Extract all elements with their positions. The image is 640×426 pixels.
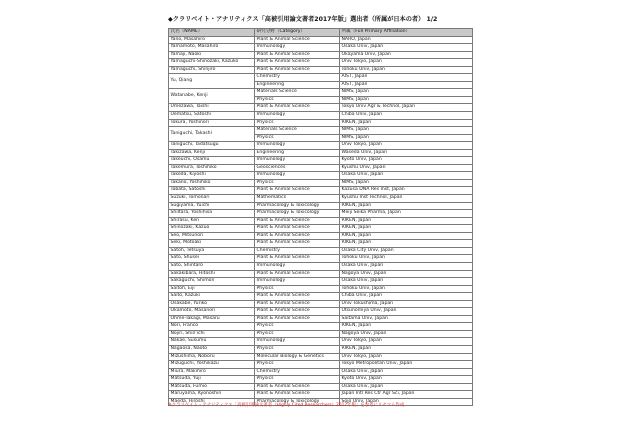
- cell-category: Plant & Animal Science: [255, 308, 340, 316]
- cell-affiliation: Osaka Univ, Japan: [340, 278, 473, 286]
- table-row: [169, 142, 473, 150]
- cell-name: Osakabe, Yuriko: [169, 300, 255, 308]
- cell-affiliation: Kazusa DNA Res Inst, Japan: [340, 187, 473, 195]
- cell-affiliation: Kyushu Inst Technol, Japan: [340, 195, 473, 203]
- cell-category: Chemistry: [255, 74, 340, 82]
- cell-affiliation: Univ Tokyo, Japan: [340, 353, 473, 361]
- cell-name: Takeda, Kiyoshi: [169, 172, 255, 180]
- table-row: [169, 195, 473, 203]
- table-body: [169, 36, 473, 406]
- cell-category: Physics: [255, 323, 340, 331]
- table-row: [169, 112, 473, 120]
- cell-category: Plant & Animal Science: [255, 59, 340, 67]
- table-row: [169, 164, 473, 172]
- header-category: 研究分野（Category）: [255, 29, 340, 37]
- cell-category: Immunology: [255, 142, 340, 150]
- cell-category: Plant & Animal Science: [255, 225, 340, 233]
- table-row: [169, 300, 473, 308]
- cell-name: Watanabe, Kenji: [169, 89, 255, 104]
- table-row: [169, 44, 473, 52]
- cell-category: Plant & Animal Science: [255, 104, 340, 112]
- cell-affiliation: RIKEN, Japan: [340, 202, 473, 210]
- cell-affiliation: NIMS, Japan: [340, 127, 473, 135]
- cell-category: Physics: [255, 285, 340, 293]
- cell-affiliation: NIMS, Japan: [340, 96, 473, 104]
- cell-affiliation: RIKEN, Japan: [340, 119, 473, 127]
- cell-affiliation: NARO, Japan: [340, 36, 473, 44]
- cell-affiliation: RIKEN, Japan: [340, 232, 473, 240]
- cell-name: Takeuchi, Osamu: [169, 157, 255, 165]
- cell-name: Takano, Yoshihiko: [169, 179, 255, 187]
- table-row: [169, 293, 473, 301]
- table-row: [169, 149, 473, 157]
- table-row: [169, 104, 473, 112]
- table-row: [169, 119, 473, 127]
- cell-category: Plant & Animal Science: [255, 255, 340, 263]
- cell-affiliation: Kyoto Univ, Japan: [340, 157, 473, 165]
- cell-name: Maruyama, Kyonoshin: [169, 391, 255, 399]
- cell-name: Yano, Masahiro: [169, 36, 255, 44]
- cell-affiliation: Waseda Univ, Japan: [340, 149, 473, 157]
- table-row: [169, 308, 473, 316]
- table-row: [169, 59, 473, 67]
- cell-name: Taniguchi, Tadatsugu: [169, 142, 255, 150]
- table-row: [169, 345, 473, 353]
- cell-category: Physics: [255, 119, 340, 127]
- cell-category: Physics: [255, 96, 340, 104]
- cell-affiliation: RIKEN, Japan: [340, 323, 473, 331]
- table-row: [169, 66, 473, 74]
- document-title: ◆クラリベイト・アナリティクス「高被引用論文著者2017年版」選出者（所属が日本の者） 1/2: [168, 16, 438, 23]
- cell-name: Matsuda, Fumio: [169, 383, 255, 391]
- cell-category: Mathematics: [255, 195, 340, 203]
- table-row: [169, 255, 473, 263]
- cell-affiliation: Tohoku Univ, Japan: [340, 285, 473, 293]
- cell-affiliation: Kyushu Univ, Japan: [340, 164, 473, 172]
- cell-name: Seki, Motoaki: [169, 240, 255, 248]
- cell-category: Engineering: [255, 81, 340, 89]
- table-row: [169, 172, 473, 180]
- table-row: [169, 232, 473, 240]
- cell-name: Yamaguchi, Shinjiro: [169, 66, 255, 74]
- table-row: [169, 179, 473, 187]
- cell-category: Immunology: [255, 262, 340, 270]
- researcher-table: [168, 28, 473, 406]
- cell-affiliation: Univ Tokyo, Japan: [340, 59, 473, 67]
- cell-category: Plant & Animal Science: [255, 232, 340, 240]
- cell-name: Ohme-Takagi, Masaru: [169, 315, 255, 323]
- table-row: [169, 270, 473, 278]
- cell-affiliation: RIKEN, Japan: [340, 345, 473, 353]
- cell-affiliation: Nagoya Univ, Japan: [340, 330, 473, 338]
- table-row: [169, 262, 473, 270]
- cell-category: Immunology: [255, 44, 340, 52]
- cell-category: Immunology: [255, 172, 340, 180]
- cell-name: Yamamoto, Masahiro: [169, 44, 255, 52]
- cell-category: Geosciences: [255, 164, 340, 172]
- table-row: [169, 278, 473, 286]
- table-row: [169, 338, 473, 346]
- cell-category: Plant & Animal Science: [255, 270, 340, 278]
- cell-category: Materials Science: [255, 89, 340, 97]
- table-row: [169, 240, 473, 248]
- cell-name: Matsuda, Yuji: [169, 376, 255, 384]
- cell-category: Engineering: [255, 149, 340, 157]
- cell-name: Nojiri, Shin'ichi: [169, 330, 255, 338]
- cell-name: Shirasu, Ken: [169, 217, 255, 225]
- cell-name: Umezawa, Taishi: [169, 104, 255, 112]
- cell-category: Immunology: [255, 157, 340, 165]
- cell-affiliation: Tohoku Univ, Japan: [340, 255, 473, 263]
- cell-name: Sakakibara, Hitoshi: [169, 270, 255, 278]
- table-row: [169, 36, 473, 44]
- cell-category: Molecular Biology & Genetics: [255, 353, 340, 361]
- cell-affiliation: NIMS, Japan: [340, 179, 473, 187]
- cell-name: Miura, Makihiro: [169, 368, 255, 376]
- cell-affiliation: AIST, Japan: [340, 74, 473, 82]
- cell-category: Physics: [255, 179, 340, 187]
- cell-category: Chemistry: [255, 247, 340, 255]
- cell-name: Okamoto, Masanori: [169, 308, 255, 316]
- cell-category: Immunology: [255, 112, 340, 120]
- table-row: [169, 127, 473, 135]
- cell-affiliation: Univ Tokyo, Japan: [340, 142, 473, 150]
- header-name: 氏名（NAME）: [169, 29, 255, 37]
- table-row: [169, 368, 473, 376]
- cell-category: Materials Science: [255, 127, 340, 135]
- cell-category: Plant & Animal Science: [255, 51, 340, 59]
- cell-name: Tokura, Yoshinori: [169, 119, 255, 127]
- cell-affiliation: NIMS, Japan: [340, 89, 473, 97]
- cell-affiliation: Osaka Univ, Japan: [340, 383, 473, 391]
- cell-name: Mizuguchi, Yoshikazu: [169, 361, 255, 369]
- cell-affiliation: RIKEN, Japan: [340, 225, 473, 233]
- table-row: [169, 391, 473, 399]
- table-row: [169, 89, 473, 97]
- cell-affiliation: Univ Tokyo, Japan: [340, 338, 473, 346]
- cell-name: Saitoh, Eiji: [169, 285, 255, 293]
- cell-name: Suzuki, Tomonari: [169, 195, 255, 203]
- cell-category: Plant & Animal Science: [255, 187, 340, 195]
- cell-name: Nori, Franco: [169, 323, 255, 331]
- table-row: [169, 210, 473, 218]
- cell-affiliation: Meiji Seika Pharma, Japan: [340, 210, 473, 218]
- cell-affiliation: Tokyo Metropolitan Univ, Japan: [340, 361, 473, 369]
- cell-name: Nagaosa, Naoto: [169, 345, 255, 353]
- cell-category: Plant & Animal Science: [255, 383, 340, 391]
- cell-name: Maeda, Hiroshi: [169, 398, 255, 406]
- cell-category: Plant & Animal Science: [255, 66, 340, 74]
- header-affiliation: 所属（Full Primary Affiliation）: [340, 29, 473, 37]
- cell-affiliation: Osaka Univ, Japan: [340, 262, 473, 270]
- cell-name: Uematsu, Satoshi: [169, 112, 255, 120]
- cell-affiliation: AIST, Japan: [340, 81, 473, 89]
- cell-category: Immunology: [255, 278, 340, 286]
- table-row: [169, 330, 473, 338]
- cell-name: Takemura, Toshihiko: [169, 164, 255, 172]
- cell-category: Plant & Animal Science: [255, 36, 340, 44]
- cell-category: Plant & Animal Science: [255, 391, 340, 399]
- cell-affiliation: Osaka City Univ, Japan: [340, 247, 473, 255]
- cell-affiliation: Sojo Univ, Japan: [340, 398, 473, 406]
- table-row: [169, 315, 473, 323]
- cell-affiliation: RIKEN, Japan: [340, 240, 473, 248]
- table-row: [169, 51, 473, 59]
- cell-affiliation: Japan Intl Res Ctr Agr Sci, Japan: [340, 391, 473, 399]
- cell-name: Nakae, Susumu: [169, 338, 255, 346]
- cell-affiliation: Univ Tokushima, Japan: [340, 300, 473, 308]
- cell-name: Sakaguchi, Shimon: [169, 278, 255, 286]
- cell-category: Plant & Animal Science: [255, 217, 340, 225]
- cell-name: Seo, Mitsunori: [169, 232, 255, 240]
- cell-category: Pharmacology & Toxicology: [255, 202, 340, 210]
- cell-affiliation: Chiba Univ, Japan: [340, 112, 473, 120]
- cell-affiliation: Okayama Univ, Japan: [340, 51, 473, 59]
- cell-affiliation: Chiba Univ, Japan: [340, 293, 473, 301]
- cell-category: Plant & Animal Science: [255, 300, 340, 308]
- cell-name: Saito, Kazuki: [169, 293, 255, 301]
- cell-category: Physics: [255, 376, 340, 384]
- table-row: [169, 323, 473, 331]
- cell-category: Physics: [255, 134, 340, 142]
- cell-name: Mizushima, Noboru: [169, 353, 255, 361]
- table-row: [169, 383, 473, 391]
- cell-name: Tabata, Satoshi: [169, 187, 255, 195]
- source-footnote: ※クラリベイト・アナリティクス「高被引用論文著者（Highly Cited Researchers）2017年版」を参考にリセマム作成: [168, 403, 405, 408]
- cell-affiliation: Osaka Univ, Japan: [340, 44, 473, 52]
- cell-affiliation: Tohoku Univ, Japan: [340, 66, 473, 74]
- cell-name: Shinozaki, Kazuo: [169, 225, 255, 233]
- table-row: [169, 225, 473, 233]
- cell-name: Yamaguchi-Shinozaki, Kazuko: [169, 59, 255, 67]
- cell-affiliation: Kyoto Univ, Japan: [340, 376, 473, 384]
- cell-affiliation: Utsunomiya Univ, Japan: [340, 308, 473, 316]
- cell-category: Pharmacology & Toxicology: [255, 398, 340, 406]
- table-row: [169, 247, 473, 255]
- cell-name: Sato, Shusei: [169, 255, 255, 263]
- cell-affiliation: Osaka Univ, Japan: [340, 172, 473, 180]
- table-row: [169, 285, 473, 293]
- cell-affiliation: Tokyo Univ Agr & Technol, Japan: [340, 104, 473, 112]
- cell-name: Yamaji, Naoki: [169, 51, 255, 59]
- cell-category: Pharmacology & Toxicology: [255, 210, 340, 218]
- cell-affiliation: Saitama Univ, Japan: [340, 315, 473, 323]
- cell-affiliation: Nagoya Univ, Japan: [340, 270, 473, 278]
- cell-category: Chemistry: [255, 368, 340, 376]
- cell-affiliation: Osaka Univ, Japan: [340, 368, 473, 376]
- table-row: [169, 157, 473, 165]
- cell-affiliation: RIKEN, Japan: [340, 217, 473, 225]
- cell-name: Satoh, Tetsuya: [169, 247, 255, 255]
- cell-category: Immunology: [255, 338, 340, 346]
- table-row: [169, 376, 473, 384]
- table-row: [169, 353, 473, 361]
- cell-name: Taniguchi, Takashi: [169, 127, 255, 142]
- table-row: [169, 187, 473, 195]
- cell-name: Takizawa, Kenji: [169, 149, 255, 157]
- cell-name: Yu, Qiang: [169, 74, 255, 89]
- cell-category: Plant & Animal Science: [255, 293, 340, 301]
- table-row: [169, 217, 473, 225]
- cell-name: Sugiyama, Yuichi: [169, 202, 255, 210]
- table-row: [169, 74, 473, 82]
- cell-affiliation: NIMS, Japan: [340, 134, 473, 142]
- cell-category: Physics: [255, 345, 340, 353]
- cell-name: Shiltara, Yoshihisa: [169, 210, 255, 218]
- table-row: [169, 202, 473, 210]
- cell-category: Plant & Animal Science: [255, 240, 340, 248]
- table-header-row: [169, 29, 473, 37]
- cell-category: Physics: [255, 361, 340, 369]
- cell-category: Physics: [255, 330, 340, 338]
- cell-name: Sato, Shintaro: [169, 262, 255, 270]
- cell-category: Plant & Animal Science: [255, 315, 340, 323]
- table-row: [169, 361, 473, 369]
